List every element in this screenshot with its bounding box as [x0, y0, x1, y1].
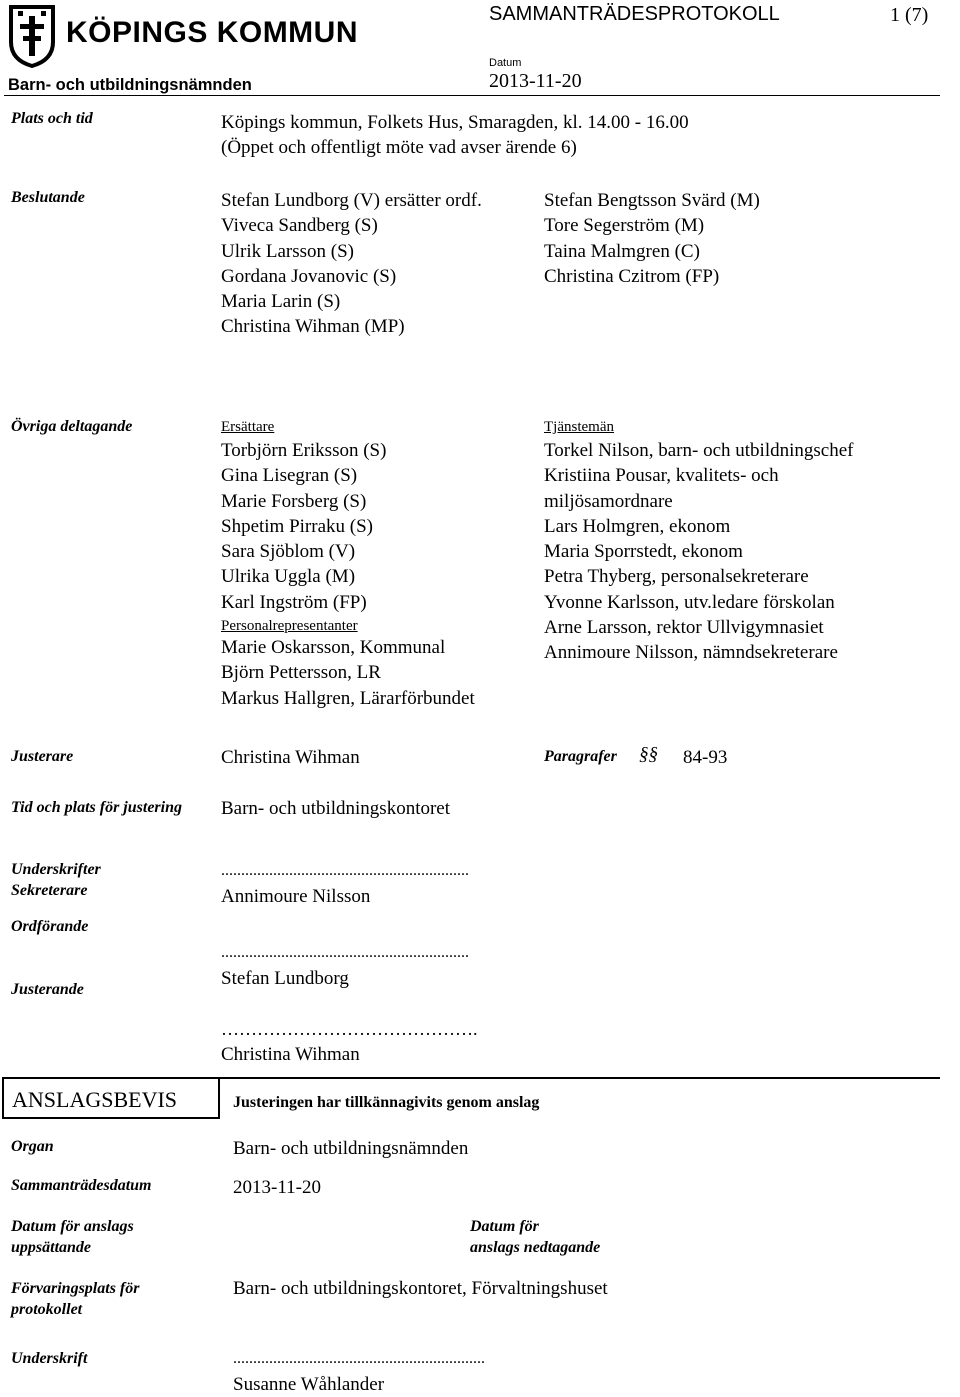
- substitute-name: Torbjörn Eriksson (S): [221, 440, 387, 461]
- date-label: Datum: [489, 57, 522, 69]
- signature-line: ..............................................................: [221, 862, 469, 879]
- storage-label: [11, 1278, 139, 1320]
- staff-rep-name: Markus Hallgren, Lärarförbundet: [221, 687, 475, 709]
- official-name: Torkel Nilson, barn- och utbildningschef: [544, 440, 854, 461]
- official-name: Maria Sporrstedt, ekonom: [544, 541, 743, 563]
- meeting-date-label: Sammanträdesdatum: [11, 1177, 152, 1194]
- signer-name: Susanne Wåhlander: [233, 1374, 385, 1395]
- notice-statement: Justeringen har tillkännagivits genom anslag: [233, 1094, 540, 1111]
- member-name: Ulrik Larsson (S): [221, 240, 354, 262]
- paragraph-symbol: §§: [639, 744, 658, 765]
- substitute-name: Karl Ingström (FP): [221, 591, 367, 613]
- secretary-name: Annimoure Nilsson: [221, 886, 371, 907]
- signature-label: Underskrift: [11, 1350, 88, 1367]
- secretary-label: Sekreterare: [11, 882, 88, 899]
- place-label: Plats och tid: [11, 110, 93, 127]
- page-number: 1 (7): [890, 4, 929, 26]
- chair-label: Ordförande: [11, 918, 89, 935]
- substitute-name: Shpetim Pirraku (S): [221, 515, 373, 537]
- official-name: Arne Larsson, rektor Ullvigymnasiet: [544, 617, 824, 639]
- member-name: Christina Czitrom (FP): [544, 265, 720, 287]
- substitute-name: Gina Lisegran (S): [221, 465, 358, 487]
- posting-date-label: [11, 1216, 134, 1258]
- storage-value: Barn- och utbildningskontoret, Förvaltningshuset: [233, 1278, 608, 1299]
- member-name: Gordana Jovanovic (S): [221, 265, 397, 287]
- place-line: (Öppet och offentligt möte vad avser ärende 6): [221, 137, 577, 159]
- member-name: Christina Wihman (MP): [221, 316, 405, 338]
- adjuster-name: Christina Wihman: [221, 747, 360, 768]
- document-title: SAMMANTRÄDESPROTOKOLL: [489, 3, 780, 25]
- official-name: Lars Holmgren, ekonom: [544, 515, 731, 537]
- officials-heading: Tjänstemän: [544, 419, 614, 435]
- notice-rule: [220, 1077, 940, 1079]
- notice-box: [2, 1077, 220, 1119]
- chair-name: Stefan Lundborg: [221, 968, 349, 989]
- organ-value: Barn- och utbildningsnämnden: [233, 1138, 469, 1159]
- organ-label: Organ: [11, 1138, 54, 1155]
- storage-label-line: protokollet: [11, 1301, 83, 1318]
- substitute-name: Sara Sjöblom (V): [221, 541, 356, 563]
- official-name: Petra Thyberg, personalsekreterare: [544, 566, 809, 588]
- time-place-label: Tid och plats för justering: [11, 799, 182, 816]
- official-name: Annimoure Nilsson, nämndsekreterare: [544, 642, 838, 664]
- paragraphs-label: Paragrafer: [544, 748, 617, 765]
- signature-line: ...............................................................: [233, 1350, 485, 1367]
- logo: [8, 4, 358, 70]
- staff-reps-heading: Personalrepresentanter: [221, 618, 358, 635]
- adjuster-label: Justerare: [11, 748, 74, 765]
- signature-line: …………………………………….: [221, 1019, 478, 1039]
- member-name: Viveca Sandberg (S): [221, 215, 378, 237]
- substitutes-heading: Ersättare: [221, 419, 275, 435]
- storage-label-line: Förvaringsplats för: [11, 1280, 140, 1297]
- meeting-date-value: 2013-11-20: [233, 1177, 321, 1198]
- member-name: Stefan Bengtsson Svärd (M): [544, 190, 760, 211]
- deciding-col-1: [221, 188, 482, 340]
- place-line: Köpings kommun, Folkets Hus, Smaragden, kl. 14.00 - 16.00: [221, 112, 689, 133]
- member-name: Maria Larin (S): [221, 291, 341, 313]
- signatures-label: Underskrifter: [11, 861, 101, 878]
- meeting-date: 2013-11-20: [489, 70, 582, 92]
- deciding-col-2: [544, 188, 760, 289]
- adjuster-sign-name: Christina Wihman: [221, 1044, 360, 1065]
- org-name: KÖPINGS KOMMUN: [66, 16, 358, 49]
- signature-line: ..............................................................: [221, 944, 469, 961]
- posting-date-label-line: uppsättande: [11, 1239, 92, 1256]
- staff-rep-name: Marie Oskarsson, Kommunal: [221, 637, 446, 659]
- staff-rep-name: Björn Pettersson, LR: [221, 662, 381, 684]
- substitutes-column: [221, 418, 475, 711]
- place-text: [221, 110, 689, 161]
- officials-column: [544, 418, 853, 666]
- member-name: Tore Segerström (M): [544, 215, 705, 237]
- others-label: Övriga deltagande: [11, 418, 133, 435]
- posting-date-label-line: Datum för anslags: [11, 1218, 134, 1235]
- deciding-label: Beslutande: [11, 189, 85, 206]
- member-name: Taina Malmgren (C): [544, 240, 700, 262]
- adjuster-sign-label: Justerande: [11, 981, 84, 998]
- coat-of-arms-icon: [8, 4, 56, 68]
- removal-date-label-line: anslags nedtagande: [470, 1239, 601, 1256]
- substitute-name: Ulrika Uggla (M): [221, 566, 356, 588]
- substitute-name: Marie Forsberg (S): [221, 490, 367, 512]
- member-name: Stefan Lundborg (V) ersätter ordf.: [221, 190, 482, 211]
- header-rule: [4, 95, 940, 96]
- time-place-value: Barn- och utbildningskontoret: [221, 798, 451, 819]
- removal-date-label: [470, 1216, 600, 1258]
- official-name: Yvonne Karlsson, utv.ledare förskolan: [544, 591, 835, 613]
- paragraphs-range: 84-93: [683, 747, 728, 768]
- official-name: miljösamordnare: [544, 490, 673, 512]
- official-name: Kristiina Pousar, kvalitets- och: [544, 465, 779, 487]
- removal-date-label-line: Datum för: [470, 1218, 539, 1235]
- board-name: Barn- och utbildningsnämnden: [8, 76, 252, 94]
- notice-title: ANSLAGSBEVIS: [12, 1087, 178, 1112]
